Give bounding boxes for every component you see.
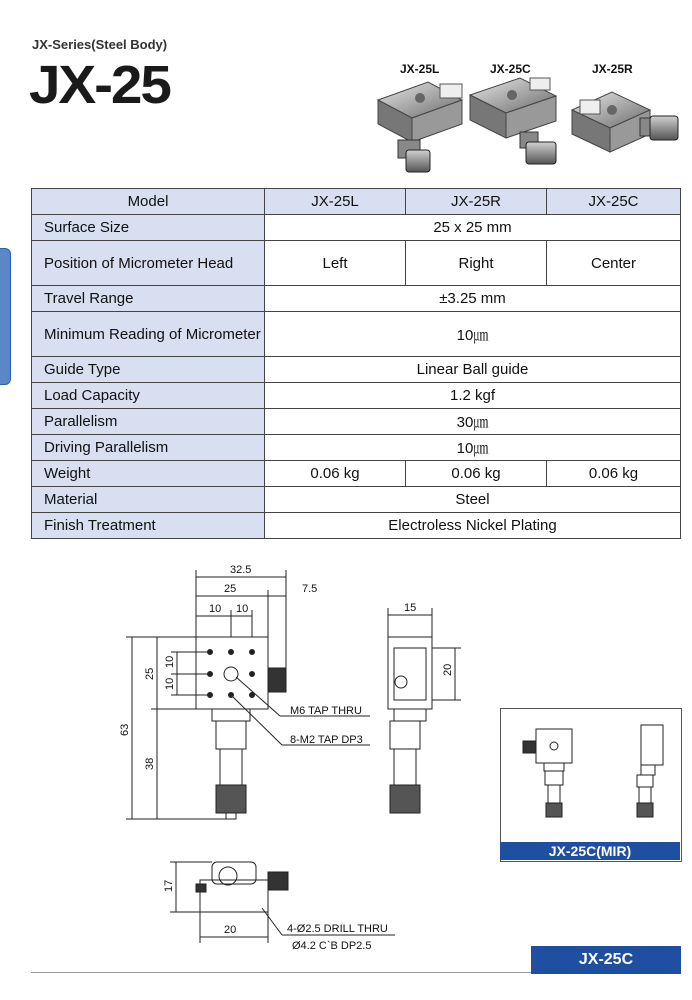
table-row bbox=[32, 215, 681, 241]
row-value: Electroless Nickel Plating bbox=[265, 513, 681, 539]
table-header-row bbox=[32, 189, 681, 215]
side-tab-marker bbox=[0, 248, 11, 385]
row-label: Surface Size bbox=[32, 215, 265, 241]
page-title: JX-25 bbox=[29, 55, 170, 115]
mir-variant-label: JX-25C(MIR) bbox=[500, 842, 680, 860]
table-header-cell: JX-25R bbox=[406, 189, 547, 215]
front-view-body bbox=[200, 880, 268, 912]
spec-table bbox=[31, 188, 681, 539]
table-row bbox=[32, 409, 681, 435]
row-value: 25 x 25 mm bbox=[265, 215, 681, 241]
note-m6-tap: M6 TAP THRU bbox=[290, 705, 362, 717]
table-row bbox=[32, 383, 681, 409]
row-label: Minimum Reading of Micrometer bbox=[32, 312, 265, 357]
footer-divider bbox=[31, 972, 531, 973]
row-value: Right bbox=[406, 241, 547, 286]
product-label-l: JX-25L bbox=[400, 62, 440, 76]
side-view-body bbox=[388, 637, 432, 709]
row-value: Linear Ball guide bbox=[265, 357, 681, 383]
dim-17: 17 bbox=[163, 879, 175, 892]
mir-variant-drawing bbox=[501, 709, 681, 843]
dim-10-b: 10 bbox=[236, 603, 249, 615]
product-label-r: JX-25R bbox=[592, 62, 633, 76]
row-value: Steel bbox=[265, 487, 681, 513]
row-label: Travel Range bbox=[32, 286, 265, 312]
row-label: Finish Treatment bbox=[32, 513, 265, 539]
row-value: 30㎛ bbox=[265, 409, 681, 435]
dim-15: 15 bbox=[404, 602, 417, 614]
top-view-body bbox=[196, 637, 268, 709]
row-label: Load Capacity bbox=[32, 383, 265, 409]
table-row bbox=[32, 461, 681, 487]
row-label: Driving Parallelism bbox=[32, 435, 265, 461]
table-row bbox=[32, 312, 681, 357]
table-header-cell: Model bbox=[32, 189, 265, 215]
mir-variant-inset bbox=[500, 708, 682, 862]
table-header-cell: JX-25L bbox=[265, 189, 406, 215]
note-counterbore: Ø4.2 C`B DP2.5 bbox=[292, 940, 372, 952]
row-value: 1.2 kgf bbox=[265, 383, 681, 409]
dim-20-side: 20 bbox=[442, 663, 454, 676]
dim-32-5: 32.5 bbox=[230, 564, 252, 576]
table-row bbox=[32, 513, 681, 539]
table-row bbox=[32, 435, 681, 461]
table-row bbox=[32, 286, 681, 312]
row-label: Weight bbox=[32, 461, 265, 487]
dim-25-left: 25 bbox=[144, 667, 156, 680]
row-value: Center bbox=[547, 241, 681, 286]
row-label: Position of Micrometer Head bbox=[32, 241, 265, 286]
series-subtitle: JX-Series(Steel Body) bbox=[32, 37, 168, 52]
stage-photo-l bbox=[378, 82, 462, 172]
row-value: 0.06 kg bbox=[406, 461, 547, 487]
table-row bbox=[32, 357, 681, 383]
table-header-cell: JX-25C bbox=[547, 189, 681, 215]
table-row bbox=[32, 241, 681, 286]
dim-38: 38 bbox=[144, 757, 156, 770]
row-value: 0.06 kg bbox=[547, 461, 681, 487]
dim-20-bottom: 20 bbox=[224, 924, 237, 936]
row-value: ±3.25 mm bbox=[265, 286, 681, 312]
row-label: Guide Type bbox=[32, 357, 265, 383]
row-label: Material bbox=[32, 487, 265, 513]
stage-photo-c bbox=[470, 78, 556, 164]
row-value: 0.06 kg bbox=[265, 461, 406, 487]
row-value: 10㎛ bbox=[265, 435, 681, 461]
footer-model-label: JX-25C bbox=[531, 946, 681, 974]
table-row bbox=[32, 487, 681, 513]
dim-25-top: 25 bbox=[224, 583, 237, 595]
product-photos bbox=[0, 0, 692, 190]
row-value: Left bbox=[265, 241, 406, 286]
row-value: 10㎛ bbox=[265, 312, 681, 357]
dim-10-left-a: 10 bbox=[164, 655, 176, 668]
dim-63: 63 bbox=[119, 723, 131, 736]
row-label: Parallelism bbox=[32, 409, 265, 435]
note-m2-tap: 8-M2 TAP DP3 bbox=[290, 734, 363, 746]
product-label-c: JX-25C bbox=[490, 62, 531, 76]
dim-10-a: 10 bbox=[209, 603, 222, 615]
dim-10-left-b: 10 bbox=[164, 677, 176, 690]
note-drill: 4-Ø2.5 DRILL THRU bbox=[287, 923, 388, 935]
stage-photo-r bbox=[572, 92, 678, 152]
dim-7-5: 7.5 bbox=[302, 583, 318, 595]
